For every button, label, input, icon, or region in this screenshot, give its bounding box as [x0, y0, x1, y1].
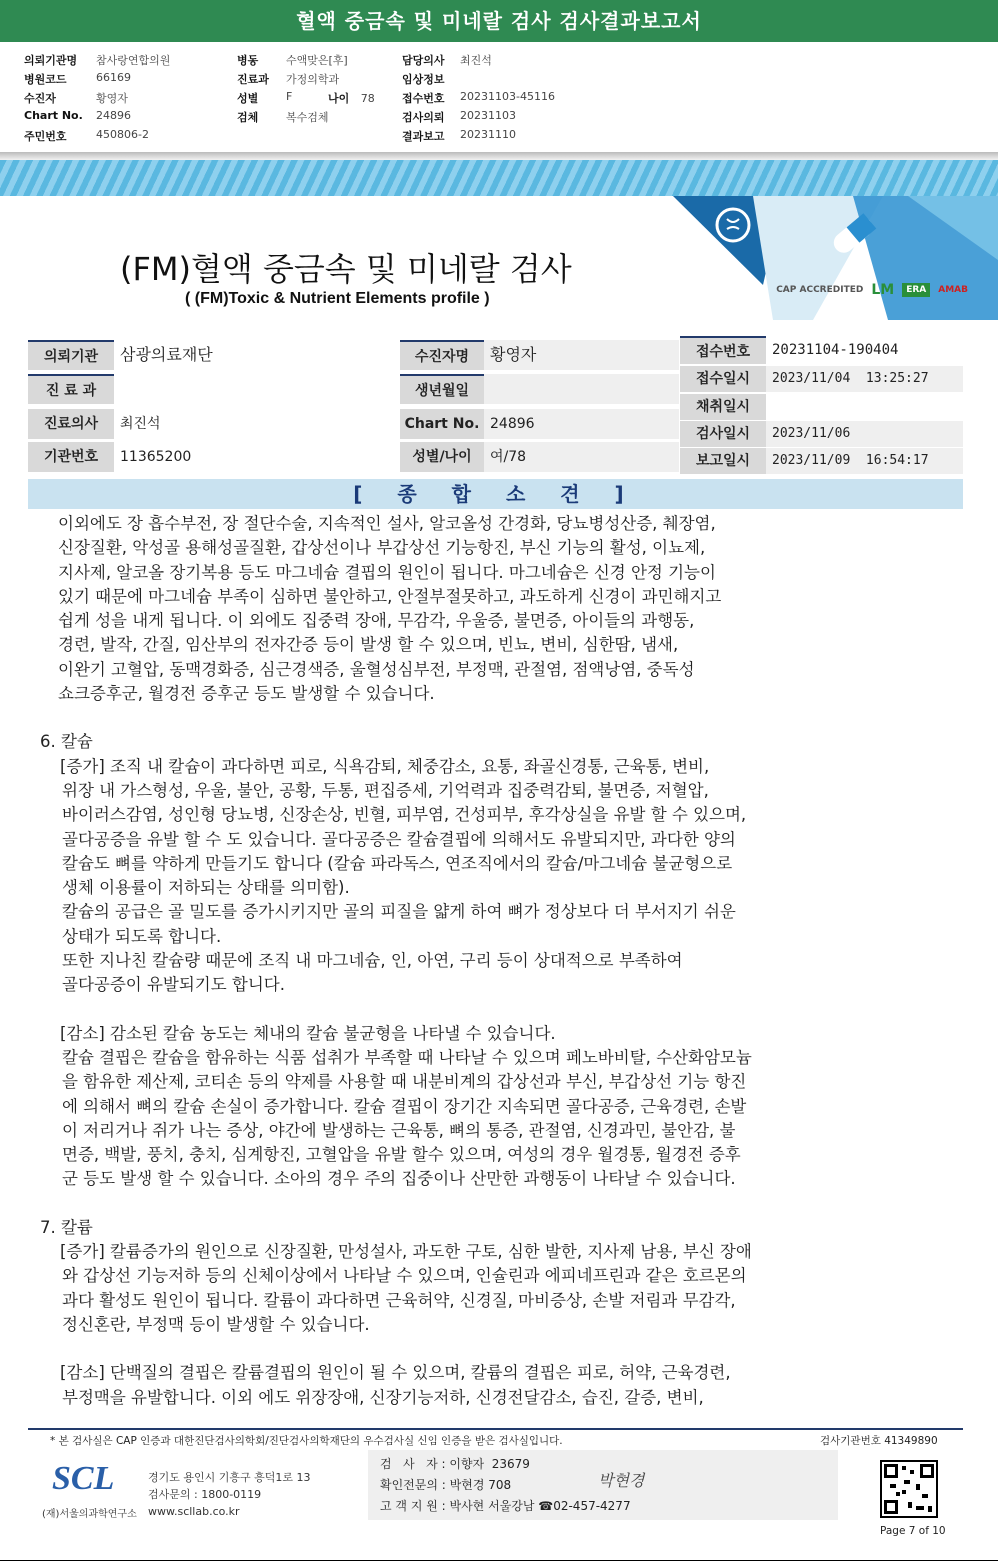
header-row — [402, 128, 516, 144]
header-value: 24896 — [96, 109, 131, 122]
header-row — [237, 52, 348, 68]
summary-body — [40, 512, 870, 1410]
text-line: 칼슘의 공급은 골 밀도를 증가시키지만 골의 피질을 얇게 하여 뼈가 정상보다 더 부서지기 쉬운 — [62, 902, 736, 922]
birth-value — [484, 374, 679, 404]
sex-age-label: 성별/나이 — [400, 442, 484, 472]
summary-heading: [ 종 합 소 견 ] — [28, 479, 963, 509]
text-line: [증가] 조직 내 칼슘이 과다하면 피로, 식욕감퇴, 체중감소, 요통, 좌골신경통, 근육통, 변비, — [60, 756, 710, 776]
recv-no-label: 접수번호 — [680, 336, 766, 364]
accreditation-logos — [776, 282, 968, 298]
amab-logo: AMAB — [938, 285, 968, 295]
text-line: [감소] 단백질의 결핍은 칼륨결핍의 원인이 될 수 있으며, 칼륨의 결핍은 피로, 허약, 근육경련, — [60, 1363, 731, 1383]
header-key: 접수번호 — [402, 92, 445, 105]
era-logo: ERA — [902, 283, 930, 297]
text-line: 상태가 되도록 합니다. — [62, 926, 222, 946]
text-line: 지사제, 알코올 장기복용 등도 마그네슘 결핍의 원인이 됩니다. 마그네슘은 신경 안정 기능이 — [58, 562, 716, 582]
lab-address: 경기도 용인시 기흥구 흥덕1로 13 — [148, 1471, 311, 1484]
cap-logo: CAP ACCREDITED — [776, 285, 864, 295]
specialist: 확인전문의 : 박현경 708 — [380, 1478, 512, 1492]
test-date-label: 검사일시 — [680, 421, 766, 447]
lab-phone: 검사문의 : 1800-0119 — [148, 1488, 262, 1501]
header-key: 결과보고 — [402, 130, 445, 143]
header-value: 450806-2 — [96, 128, 149, 141]
recv-date-value: 2023/11/04 13:25:27 — [766, 366, 963, 392]
org-no-value: 11365200 — [120, 449, 192, 465]
test-date-value: 2023/11/06 — [766, 421, 963, 447]
patient-label: 수진자명 — [400, 340, 484, 370]
staff-box — [368, 1450, 838, 1520]
accreditation-note: * 본 검사실은 CAP 인증과 대한진단검사의학회/진단검사의학재단의 우수검사실 신임 인증을 받은 검사실입니다. — [50, 1435, 563, 1447]
lab-contact — [148, 1469, 311, 1520]
header-key: 의뢰기관명 — [24, 54, 78, 67]
text-line: 면증, 백발, 풍치, 충치, 심계항진, 고혈압을 유발 할수 있으며, 여성의 경우 월경통, 월경전 증후 — [62, 1145, 741, 1165]
header-key: 수진자 — [24, 92, 56, 105]
recv-no-value: 20231104-190404 — [772, 342, 899, 358]
header-row — [24, 90, 128, 106]
text-line: [감소] 감소된 칼슘 농도는 체내의 칼슘 불균형을 나타낼 수 있습니다. — [60, 1023, 556, 1043]
text-line: 신장질환, 악성골 용해성골질환, 갑상선이나 부갑상선 기능항진, 부신 기능의 활성, 이뇨제, — [58, 538, 706, 558]
header-key: 검체 — [237, 111, 259, 124]
text-line: 과다 활성도 원인이 됩니다. 칼륨이 과다하면 근육허약, 신경질, 마비증상, 손발 저림과 무감각, — [62, 1290, 736, 1310]
header-value: 20231103 — [460, 109, 516, 122]
header-key: 병동 — [237, 54, 259, 67]
tester: 검 사 자 : 이향자 23679 — [380, 1457, 530, 1471]
report-top-title: 혈액 중금속 및 미네랄 검사 검사결과보고서 — [0, 0, 998, 42]
client-value: 삼광의료재단 — [120, 345, 213, 364]
report-date-label: 보고일시 — [680, 448, 766, 474]
text-line: 또한 지나친 칼슘량 때문에 조직 내 마그네슘, 인, 아연, 구리 등이 상대적으로 부족하여 — [62, 951, 683, 971]
sex-age-value: 여/78 — [484, 442, 679, 472]
header-key: 진료과 — [237, 73, 269, 86]
text-line: 정신혼란, 부정맥 등이 발생할 수 있습니다. — [62, 1314, 370, 1334]
customer-support: 고 객 지 원 : 박사현 서울강남 ☎02-457-4277 — [380, 1499, 631, 1513]
header-row — [402, 90, 555, 106]
draw-date-label: 채취일시 — [680, 394, 766, 420]
lab-name: (재)서울의과학연구소 — [42, 1509, 137, 1520]
bottom-rule — [0, 1560, 998, 1561]
text-line: 칼슘도 뼈를 약하게 만들기도 합니다 (칼슘 파라독스, 연조직에서의 칼슘/마그네슘 불균형으로 — [62, 853, 733, 873]
text-line: 경련, 발작, 간질, 임산부의 전자간증 등이 발생 할 수 있으며, 빈뇨, 변비, 심한땀, 냄새, — [58, 635, 679, 655]
text-line: 이외에도 장 흡수부전, 장 절단수술, 지속적인 설사, 알코올성 간경화, 당뇨병성산증, 췌장염, — [58, 514, 716, 533]
doctor-label: 진료의사 — [28, 409, 114, 439]
text-line: 생체 이용률이 저하되는 상태를 의미함). — [62, 878, 350, 898]
patient-value: 황영자 — [484, 340, 679, 370]
lab-website[interactable]: www.scllab.co.kr — [148, 1505, 240, 1518]
header-key: Chart No. — [24, 109, 83, 122]
header-row — [237, 109, 329, 125]
age-label: 나이 — [328, 92, 350, 105]
draw-date-value — [766, 394, 963, 420]
text-line: 칼슘 결핍은 칼슘을 함유하는 식품 섭취가 부족할 때 나타날 수 있으며 페노바비탈, 수산화암모늄 — [62, 1047, 752, 1067]
org-no-label: 기관번호 — [28, 442, 114, 472]
header-row — [237, 71, 340, 87]
header-row — [402, 52, 492, 68]
text-line: 군 등도 발생 할 수 있습니다. 소아의 경우 주의 집중이나 산만한 과행동이 나타날 수 있습니다. — [62, 1169, 736, 1189]
header-key: 병원코드 — [24, 73, 67, 86]
header-age — [328, 90, 375, 106]
report-date-value: 2023/11/09 16:54:17 — [766, 448, 963, 474]
lab-registration-number: 검사기관번호 41349890 — [820, 1435, 938, 1447]
qr-code-icon — [880, 1460, 938, 1518]
header-row — [24, 52, 171, 68]
signature: 박현경 — [598, 1471, 645, 1490]
section-6-increase — [40, 755, 870, 998]
text-line: 골다공증을 유발 할 수 도 있습니다. 골다공증은 칼슘결핍에 의해서도 유발되지만, 과다한 양의 — [62, 829, 736, 849]
section-7-title: 7. 칼륨 — [40, 1217, 93, 1237]
text-line: 에 의해서 뼈의 칼슘 손실이 증가합니다. 칼슘 결핍이 장기간 지속되면 골다공증, 근육경련, 손발 — [62, 1096, 747, 1116]
text-line: 부정맥을 유발합니다. 이외 에도 위장장애, 신장기능저하, 신경전달감소, 습진, 갈증, 변비, — [62, 1387, 704, 1407]
header-value: 최진석 — [460, 54, 492, 67]
dept-value — [114, 374, 399, 404]
text-line: 이 저리거나 쥐가 나는 증상, 야간에 발생하는 근육통, 뼈의 통증, 관절염, 신경과민, 불안감, 불 — [62, 1120, 736, 1140]
text-line: 이완기 고혈압, 동맥경화증, 심근경색증, 울혈성심부전, 부정맥, 관절염, 점액낭염, 중독성 — [58, 659, 695, 679]
header-row — [237, 90, 293, 106]
header-key: 검사의뢰 — [402, 111, 445, 124]
header-value: 복수검체 — [286, 111, 329, 124]
header-key: 담당의사 — [402, 54, 445, 67]
text-line: 와 갑상선 기능저하 등의 신체이상에서 나타날 수 있으며, 인슐린과 에피네프린과 같은 호르몬의 — [62, 1266, 747, 1286]
header-value: 수액맞은[후] — [286, 54, 348, 67]
birth-label: 생년월일 — [400, 374, 484, 404]
text-line: 쇼크증후군, 월경전 증후군 등도 발생할 수 있습니다. — [58, 684, 435, 704]
lm-logo: LM — [871, 282, 895, 298]
header-row — [24, 128, 149, 144]
header-info — [0, 42, 998, 158]
header-row — [24, 71, 131, 87]
header-value: F — [286, 90, 293, 103]
text-line: 있기 때문에 마그네슘 부족이 심하면 불안하고, 안절부절못하고, 과도하게 신경이 과민해지고 — [58, 586, 722, 606]
header-value: 황영자 — [96, 92, 128, 105]
header-row — [402, 71, 445, 87]
header-key: 주민번호 — [24, 130, 67, 143]
text-line: 골다공증이 유발되기도 합니다. — [62, 975, 285, 995]
age-value: 78 — [360, 92, 375, 105]
report-title: (FM)혈액 중금속 및 미네랄 검사 — [120, 250, 572, 288]
header-row — [402, 109, 516, 125]
page-number: Page 7 of 10 — [880, 1525, 946, 1537]
header-value: 가정의학과 — [286, 73, 340, 86]
text-line: 바이러스감염, 성인형 당뇨병, 신장손상, 빈혈, 피부염, 건성피부, 후각상실을 유발 할 수 있으며, — [62, 805, 747, 825]
section-6-decrease — [40, 1022, 870, 1192]
scl-logo: SCL — [52, 1460, 115, 1497]
chart-value: 24896 — [484, 409, 679, 439]
text-line: 위장 내 가스형성, 우울, 불안, 공황, 두통, 편집증세, 기억력과 집중력감퇴, 불면증, 저혈압, — [62, 780, 709, 800]
section-7-decrease — [40, 1361, 870, 1410]
section-7-increase — [40, 1240, 870, 1337]
header-value: 20231110 — [460, 128, 516, 141]
header-key: 성별 — [237, 92, 259, 105]
client-label: 의뢰기관 — [28, 340, 114, 370]
footer-divider — [28, 1428, 963, 1430]
magnesium-continued — [40, 512, 870, 706]
section-6-title: 6. 칼슘 — [40, 732, 93, 752]
dept-label: 진 료 과 — [28, 374, 114, 404]
text-line: 을 함유한 제산제, 코티손 등의 약제를 사용할 때 내분비계의 갑상선과 부신, 부갑상선 기능 항진 — [62, 1072, 747, 1092]
report-subtitle: ( (FM)Toxic & Nutrient Elements profile ) — [185, 290, 490, 307]
header-key: 임상정보 — [402, 73, 445, 86]
recv-date-label: 접수일시 — [680, 366, 766, 392]
header-value: 참사랑연합의원 — [96, 54, 171, 67]
header-row — [24, 109, 131, 122]
text-line: [증가] 칼륨증가의 원인으로 신장질환, 만성설사, 과도한 구토, 심한 발한, 지사제 남용, 부신 장애 — [60, 1242, 752, 1262]
doctor-value: 최진석 — [120, 416, 161, 432]
header-value: 20231103-45116 — [460, 90, 555, 103]
chart-label: Chart No. — [400, 409, 484, 439]
header-value: 66169 — [96, 71, 131, 84]
text-line: 쉽게 성을 내게 됩니다. 이 외에도 집중력 장애, 무감각, 우울증, 불면증, 아이들의 과행동, — [58, 611, 695, 631]
